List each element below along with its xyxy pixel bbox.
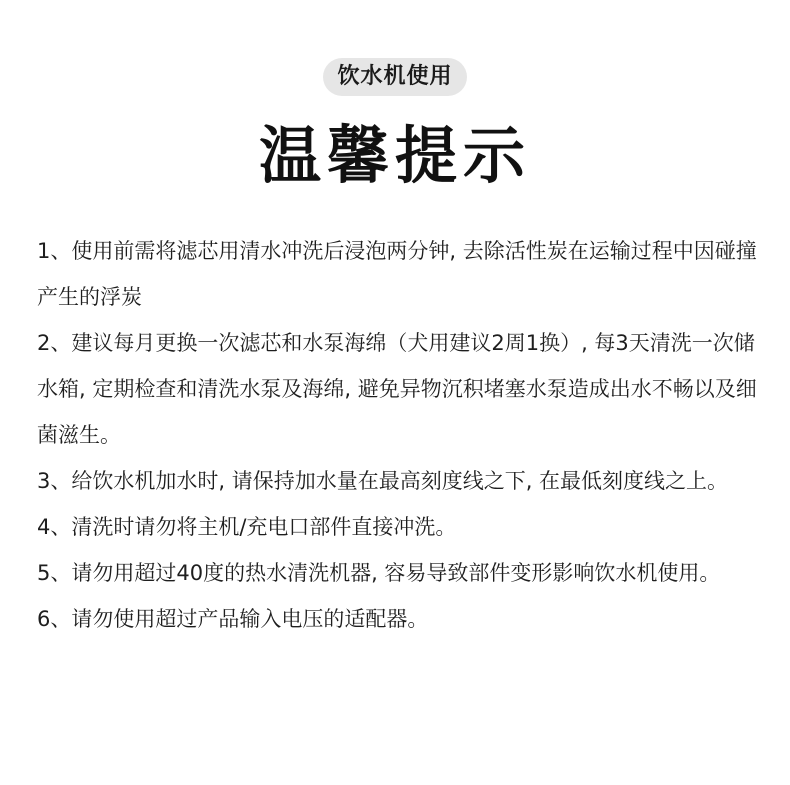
category-badge: 饮水机使用: [323, 58, 466, 96]
tip-item-6: 6、请勿使用超过产品输入电压的适配器。: [37, 607, 429, 631]
tip-item-3: 3、给饮水机加水时, 请保持加水量在最高刻度线之下, 在最低刻度线之上。: [37, 469, 729, 493]
tip-item-1: 1、使用前需将滤芯用清水冲洗后浸泡两分钟, 去除活性炭在运输过程中因碰撞产生的浮炭: [37, 239, 757, 309]
tip-item-5: 5、请勿用超过40度的热水清洗机器, 容易导致部件变形影响饮水机使用。: [37, 561, 721, 585]
badge-container: [0, 58, 790, 96]
tip-item-2: 2、建议每月更换一次滤芯和水泵海绵（犬用建议2周1换）, 每3天清洗一次储水箱, 定期检查和清洗水泵及海绵, 避免异物沉积堵塞水泵造成出水不畅以及细菌滋生。: [37, 331, 757, 447]
tips-list: [37, 228, 759, 642]
page-title: 温馨提示: [258, 119, 531, 192]
tip-item-4: 4、清洗时请勿将主机/充电口部件直接冲洗。: [37, 515, 457, 539]
